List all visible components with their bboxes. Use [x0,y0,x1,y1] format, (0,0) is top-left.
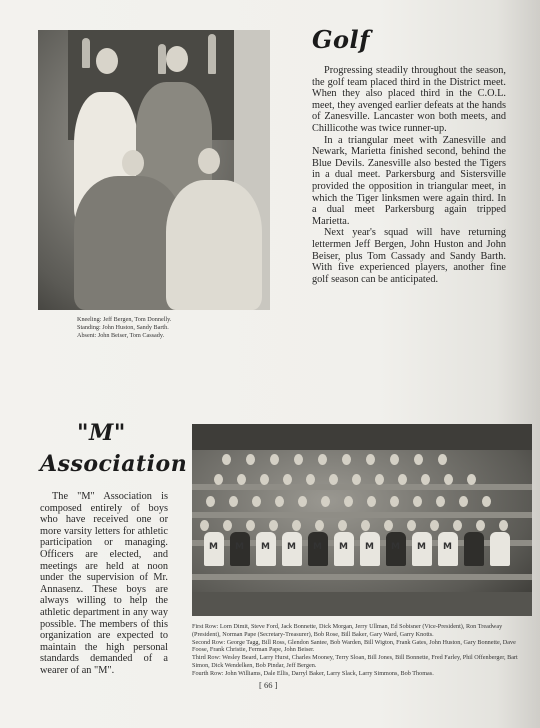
m-association-paragraph: The "M" Association is composed entirely of boys who have received one or more varsity letters for athletic participation or managing. Officers are elected, and meetings are held at noon under the supervision of Mr. Annasenz. These boys are always willing to help the athletic department in any way possible. The members of this organization are expected to maintain the high personal standards demanded of a wearer of an "M". [40,491,168,676]
m-association-title-line1: "M" [77,420,126,446]
m-letter: M [313,542,322,552]
player-head [198,148,220,174]
player-head [96,48,118,74]
member-head [375,474,384,485]
m-association-group-photo [192,424,532,616]
bleacher-row [192,484,532,490]
caption-line: Kneeling: Jeff Bergen, Tom Donnelly. [77,316,172,323]
member-head [499,520,508,531]
gym-windows [192,424,532,450]
member-head [223,520,232,531]
member-head [298,496,307,507]
member-head [482,496,491,507]
member-head [321,496,330,507]
member-head [459,496,468,507]
m-letter: M [235,542,244,552]
member-head [275,496,284,507]
m-letter: M [443,542,452,552]
member-head [398,474,407,485]
member-head [453,520,462,531]
caption-line: Absent: John Beiser, Tom Cassady. [77,331,165,339]
member-head [390,496,399,507]
member-head [292,520,301,531]
member-head [269,520,278,531]
member-head [294,454,303,465]
member-head [467,474,476,485]
caption-line: Standing: John Huston, Sandy Barth. [77,323,169,331]
member-head [344,496,353,507]
caption-line: Third Row: Wesley Beard, Larry Hurst, Charles Mooney, Terry Sloan, Bill Jones, Bill Bonnette, Fred Farley, Phil Offenberger, Bart Simon, Dick Wendelken, Bob Pindar, Jeff Bergen. [192,654,518,669]
m-association-caption [192,623,522,678]
member-head [414,454,423,465]
m-letter: M [391,542,400,552]
member-head [206,496,215,507]
golf-paragraph: Progressing steadily throughout the season, the golf team placed third in the District meet. When they also placed third in the C.O.L. meet, they avenged earlier defeats at the hands of Zanesville. Lancaster won both meets, and Chillicothe was twice runner-up. [312,65,506,134]
member-head [260,474,269,485]
bleacher-row [192,512,532,518]
kneeling-player [166,180,262,310]
golf-paragraph: In a triangular meet with Zanesville and Newark, Marietta finished second, behind the Blue Devils. Zanesville also bested the Tigers in a dual meet. Parkersburg and Sistersville provided the opposition in triangular meet, in which the Tiger linksmen were again third. In a dual meet Parkersburg again tripped Marietta. [312,134,506,227]
golf-article [312,65,506,285]
member-head [283,474,292,485]
member-head [407,520,416,531]
golf-photo-caption [77,316,277,339]
member-head [352,474,361,485]
member-head [270,454,279,465]
m-association-title-line2: Association [40,451,188,477]
member-head [436,496,445,507]
bleacher-row [192,574,532,580]
member-head [229,496,238,507]
member-head [246,454,255,465]
member-head [390,454,399,465]
m-letter: M [287,542,296,552]
m-letter: M [261,542,270,552]
member-head [421,474,430,485]
member-head [338,520,347,531]
letter-sweater [464,532,484,566]
m-letter: M [365,542,374,552]
trophy-icon [82,38,90,68]
member-head [315,520,324,531]
player-head [166,46,188,72]
member-head [246,520,255,531]
caption-line: Second Row: George Tagg, Bill Ross, Glendon Santee, Bob Warden, Bill Wigton, Frank Gates, John Huston, Gary Bonnette, Dave Foose, Frank Christie, Ferman Pape, John Beiser. [192,638,516,654]
trophy-icon [158,44,166,74]
golf-paragraph: Next year's squad will have returning lettermen Jeff Bergen, John Huston and John Beiser, plus Tom Cassady and Sandy Barth. With five experienced players, another fine golf season can be anticipated. [312,227,506,285]
golf-team-photo [38,30,270,310]
member-head [361,520,370,531]
m-letter: M [339,542,348,552]
m-letter: M [209,542,218,552]
member-head [367,496,376,507]
member-head [430,520,439,531]
member-head [444,474,453,485]
member-head [384,520,393,531]
member-head [200,520,209,531]
member-head [214,474,223,485]
member-head [342,454,351,465]
m-association-article [40,491,168,677]
member-head [222,454,231,465]
gym-floor [192,592,532,616]
member-head [237,474,246,485]
member-head [329,474,338,485]
player-head [122,150,144,176]
caption-line: First Row: Lorn Dimit, Steve Ford, Jack Bonnette, Dick Morgan, Jerry Ullman, Ed Sobisner (Vice-President), Ron Treadway (President), Norman Pape (Secretary-Treasurer), Bob Rose, Bill Baker, Gary Ward, Garry Knotts. [192,623,503,638]
member-head [306,474,315,485]
trophy-icon [208,34,216,74]
golf-title: Golf [312,25,370,54]
caption-line: Fourth Row: John Williams, Dale Ellis, Darryl Baker, Larry Slack, Larry Simmons, Bob Thomas. [192,669,434,677]
member-head [476,520,485,531]
letter-sweater [490,532,510,566]
page-number: [ 66 ] [259,680,278,690]
member-head [438,454,447,465]
member-head [366,454,375,465]
member-head [318,454,327,465]
member-head [252,496,261,507]
m-letter: M [417,542,426,552]
member-head [413,496,422,507]
